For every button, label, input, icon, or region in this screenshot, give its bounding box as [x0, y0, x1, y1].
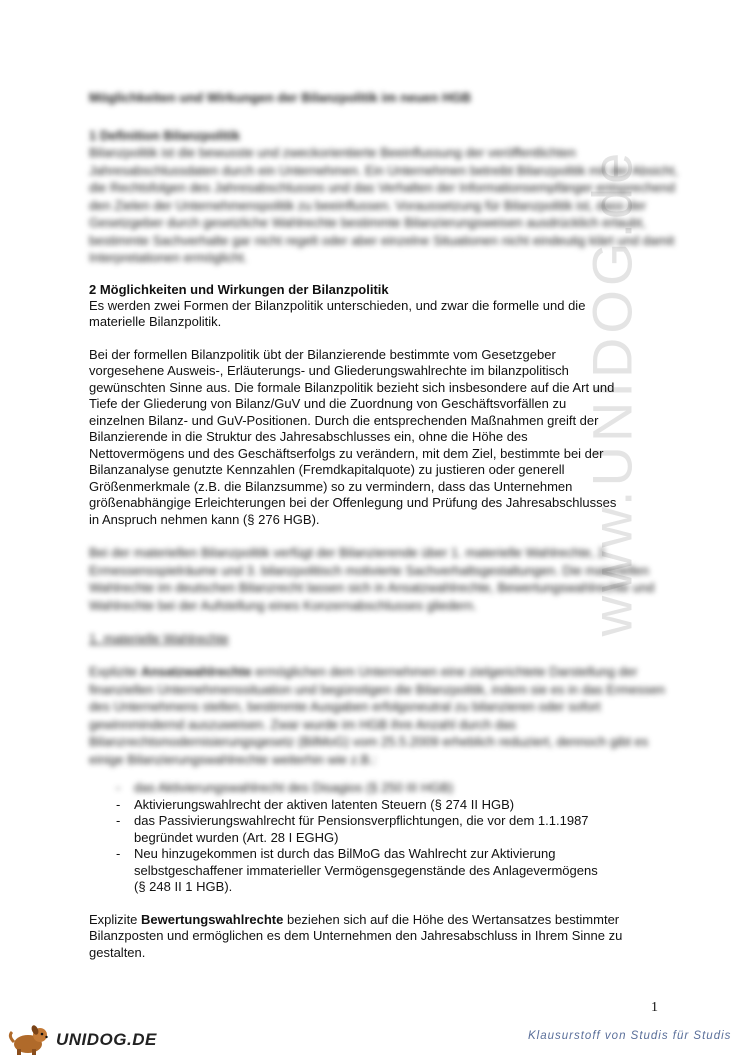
section-2-intro-line-1: Es werden zwei Formen der Bilanzpolitik unterschieden, und zwar die formelle und die [89, 297, 586, 313]
formal-line: gewünschten Sinne aus. Die formale Bilanzpolitik bezieht sich insbesondere auf die Art und [89, 379, 615, 395]
formal-line: Bilanzierende in die Struktur des Jahresabschlusses ein, ohne die Höhe des [89, 429, 528, 444]
explicit-prefix: Explizite [89, 664, 142, 679]
valuation-line: gestalten. [89, 944, 146, 960]
valuation-line-1-rest: beziehen sich auf die Höhe des Wertansatzes bestimmter [283, 911, 620, 927]
material-policy-paragraph: Bei der materiellen Bilanzpolitik verfügt der Bilanzierende über 1. materielle Wahlrechte, 2. Ermessensspielräume und 3. bilanzpolitisch motivierte Sachverhaltsgestaltungen. Die materiellen Wahlrechte im deutschen Bilanzrecht lassen sich in Ansatzwahlrechte, Bewertungswahlrechte und Wahlrechte bei der Aufstellung eines Konzernabschlusses gliedern. [89, 545, 655, 613]
explicit-rest: ermöglichen dem Unternehmen eine zielgerichtete Darstellung der finanziellen Unternehmenssituation und begünstigen die Bilanzpolitik, indem sie es in das Ermessen des Unternehmens stellen, bestimmte Ausgaben erfolgsneutral zu bilanzieren oder sofort gewinnmindernd auszuweisen. Zwar wurde im HGB ihre Anzahl durch das Bilanzrechtsmodernisierungsgesetz (BilMoG) vom 25.5.2009 erheblich reduziert, dennoch gibt es einige Bilanzierungswahlrechte weiterhin wie z.B.: [89, 664, 665, 767]
list-item-text: das Passivierungswahlrecht für Pensionsverpflichtungen, die vor dem 1.1.1987 [134, 813, 589, 828]
list-item-text: Neu hinzugekommen ist durch das BilMoG das Wahlrecht zur Aktivierung [134, 846, 556, 861]
valuation-prefix: Explizite [89, 911, 142, 927]
recognition-rights-list [89, 780, 679, 896]
formal-line: größenabhängige Erleichterungen bei der Offenlegung und Prüfung des Jahresabschlusses [89, 495, 617, 510]
valuation-line [89, 912, 679, 929]
formal-line: Bei der formellen Bilanzpolitik übt der Bilanzierende bestimmte vom Gesetzgeber [89, 346, 556, 362]
page-number: 1 [651, 1000, 658, 1015]
valuation-rights-paragraph [89, 912, 679, 962]
footer-tagline: Klausurstoff von Studis für Studis [528, 1030, 732, 1042]
formal-line: einzelnen Bilanz- und GuV-Positionen. Durch die entsprechenden Maßnahmen greift der [89, 412, 599, 428]
section-1-text: Bilanzpolitik ist die bewusste und zweckorientierte Beeinflussung der veröffentlichten Jahresabschlussdaten durch ein Unternehmen. Ein Unternehmen betreibt Bilanzpolitik mit der Absicht, die Rechtsfolgen des Jahresabschlusses und das Verhalten der Informationsempfänger entsprechend den Zielen der Unternehmenspolitik zu beeinflussen. Voraussetzung für Bilanzpolitik ist, dass der Gesetzgeber durch gesetzliche Wahlrechte bestimmte Bilanzierungsweisen ausdrücklich erlaubt, bestimmte Sachverhalte gar nicht regelt oder aber einzelne Situationen nicht eindeutig klärt und damit Interpretationen ermöglicht. [89, 145, 678, 265]
dash-bullet: - [116, 796, 121, 812]
list-item [89, 780, 679, 797]
list-item-text: selbstgeschaffener immaterieller Vermögensgegenstände des Anlagevermögens [134, 862, 598, 878]
formal-line: in Anspruch nehmen kann (§ 276 HGB). [89, 511, 320, 527]
formal-line: vorgesehene Ausweis-, Erläuterungs- und Gliederungswahlrechte im bilanzpolitisch [89, 363, 569, 378]
valuation-bold-term: Bewertungswahlrechte [141, 911, 284, 927]
list-item-text: das Aktivierungswahlrecht des Disagios (§ 250 III HGB) [134, 780, 454, 795]
list-item-text: begründet wurden (Art. 28 I EGHG) [134, 829, 339, 845]
list-item-text: Aktivierungswahlrecht der aktiven latenten Steuern (§ 274 II HGB) [134, 796, 515, 812]
document-title: Möglichkeiten und Wirkungen der Bilanzpolitik im neuen HGB [89, 90, 471, 105]
explicit-recognition-paragraph [89, 663, 679, 768]
dash-bullet: - [116, 780, 121, 795]
section-1-title: 1 Definition Bilanzpolitik [89, 128, 240, 143]
valuation-line: Bilanzposten und ermöglichen es dem Unternehmen den Jahresabschluss in Ihrem Sinne zu [89, 928, 623, 943]
explicit-bold-term: Ansatzwahlrechte [141, 664, 252, 679]
list-item [89, 797, 679, 814]
formal-line: Tiefe der Gliederung von Bilanz/GuV und die Zuordnung von Geschäftsvorfällen zu [89, 396, 567, 411]
blurred-intro [89, 90, 679, 267]
document-body [89, 90, 679, 961]
blurred-material-section [89, 544, 679, 768]
watermark: www.UNIDOG.de [580, 148, 644, 637]
section-2-intro-line-2: materielle Bilanzpolitik. [89, 314, 222, 329]
dash-bullet: - [116, 813, 121, 828]
formal-line: Bilanzanalyse genutzte Kennzahlen (Fremdkapitalquote) zu justieren oder generell [89, 462, 565, 477]
formal-policy-paragraph [89, 347, 679, 529]
list-item-text: (§ 248 II 1 HGB). [134, 879, 233, 894]
footer-logo-text: UNIDOG.DE [56, 1030, 157, 1049]
dash-bullet: - [116, 846, 121, 861]
formal-line: Nettovermögens und des Geschäftserfolgs zu verändern, mit dem Ziel, bestimmte bei der [89, 445, 604, 461]
list-item [89, 813, 679, 846]
sub-heading-material-rights: 1. materielle Wahlrechte [89, 631, 229, 646]
section-2-title: 2 Möglichkeiten und Wirkungen der Bilanzpolitik [89, 281, 389, 297]
list-item [89, 846, 679, 896]
formal-line: Größenmerkmale (z.B. die Bilanzsumme) so zu vermindern, dass das Unternehmen [89, 478, 573, 494]
